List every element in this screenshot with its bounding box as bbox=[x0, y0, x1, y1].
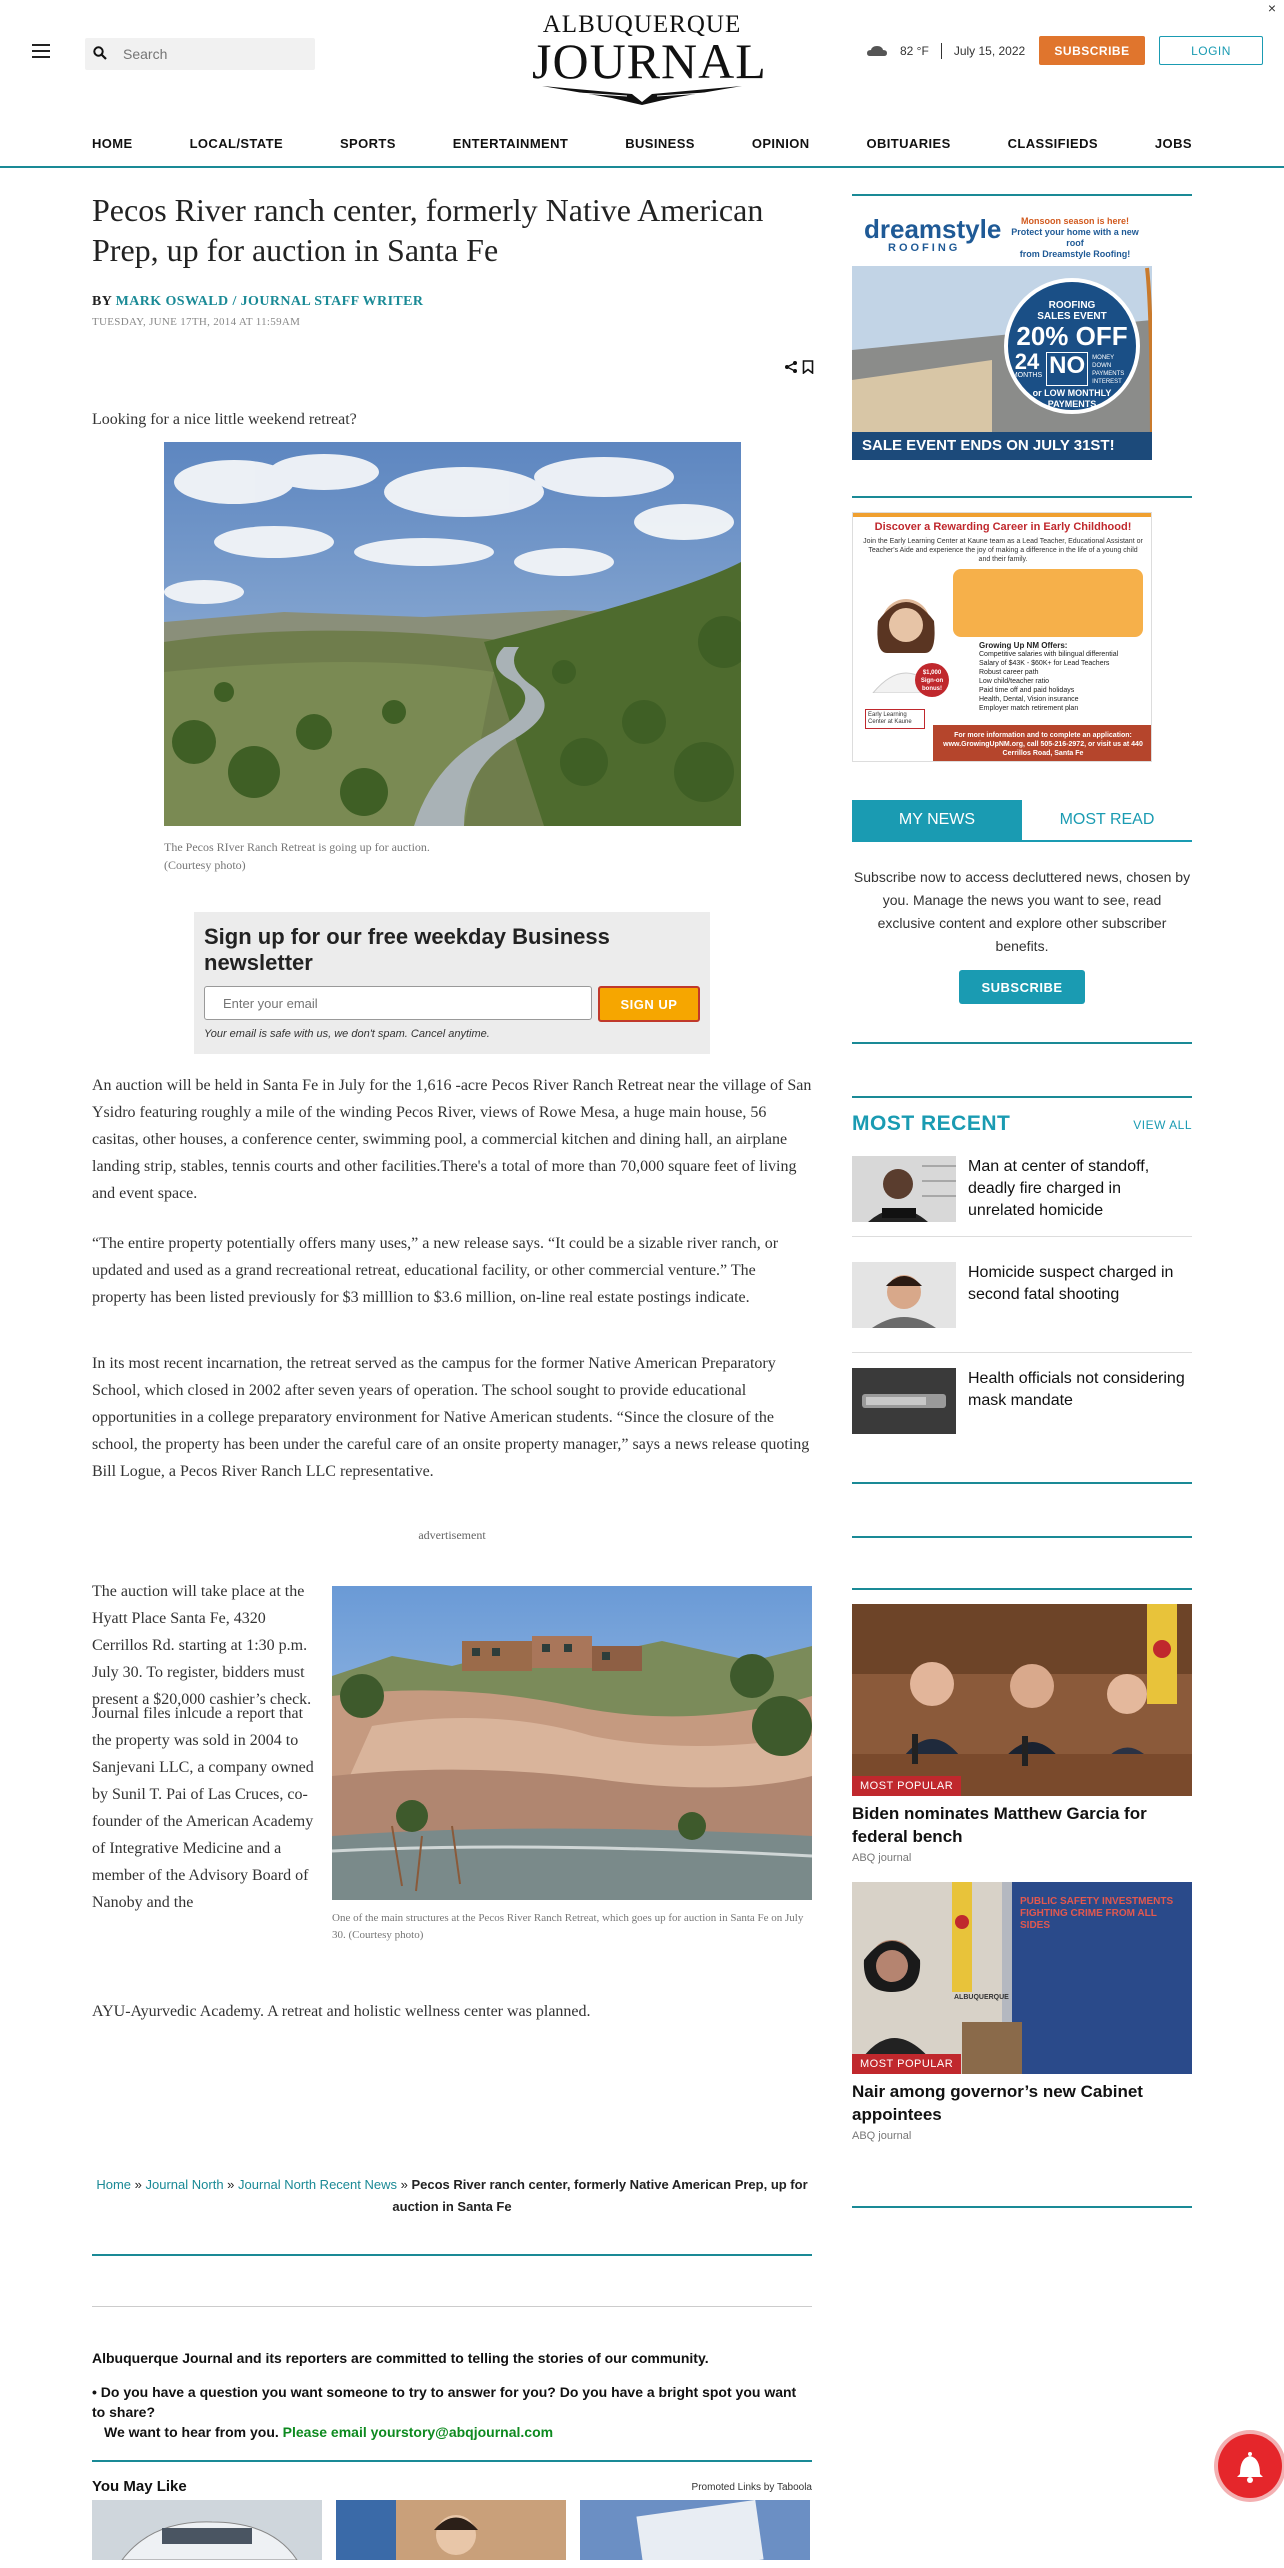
breadcrumb-separator: » bbox=[397, 2177, 412, 2192]
ad2-subtitle: Join the Early Learning Center at Kaune team as a Lead Teacher, Educational Assistant or Teacher's Aide and experience the joy of making a difference in the life of a young child and their family. bbox=[863, 538, 1143, 563]
discount-value: 20% OFF bbox=[1016, 321, 1128, 351]
logo-line-2: JOURNAL bbox=[532, 33, 767, 89]
site-header bbox=[0, 0, 1284, 168]
recent-item-title[interactable]: Health officials not considering mask mandate bbox=[968, 1370, 1185, 1409]
article-paragraph-5-end: AYU-Ayurvedic Academy. A retreat and holistic wellness center was planned. bbox=[92, 2003, 591, 2020]
nav-business[interactable]: BUSINESS bbox=[625, 136, 695, 151]
article-headline: Pecos River ranch center, formerly Native American Prep, up for auction in Santa Fe bbox=[92, 192, 764, 268]
sales-event-badge bbox=[1004, 278, 1140, 414]
search-icon[interactable] bbox=[93, 46, 107, 60]
center-logo: Early Learning Center at Kaune bbox=[865, 709, 925, 729]
breadcrumb-separator: » bbox=[131, 2177, 146, 2192]
popular-source: ABQ journal bbox=[852, 1852, 912, 1864]
author-link[interactable]: MARK OSWALD / JOURNAL STAFF WRITER bbox=[115, 294, 424, 309]
article-paragraph-4: The auction will take place at the Hyatt Place Santa Fe, 4320 Cerrillos Rd. starting at 1:30 p.m. July 30. To register, bidders must present a $20,000 cashier’s check. bbox=[92, 1583, 312, 1708]
mugshot-thumbnail bbox=[852, 1156, 956, 1222]
article-paragraph-5: Journal files inlcude a report that the property was sold in 2004 to Sanjevani LLC, a company owned by Sunil T. Pai of Las Cruces, co-founder of the American Academy of Integrative Medicine and a member of the Advisory Board of Nanoby and the bbox=[92, 1705, 314, 1911]
financing-months-label: MONTHS bbox=[1011, 372, 1043, 379]
document-thumbnail bbox=[580, 2500, 810, 2560]
site-logo[interactable] bbox=[532, 11, 767, 112]
hero-image[interactable] bbox=[164, 442, 741, 826]
sidebar-divider bbox=[852, 1536, 1192, 1538]
breadcrumb-current: Pecos River ranch center, formerly Native American Prep, up for auction in Santa Fe bbox=[392, 2177, 808, 2214]
dreamstyle-tag-3: from Dreamstyle Roofing! bbox=[1019, 249, 1131, 259]
sidebar-divider bbox=[852, 496, 1192, 498]
close-icon[interactable]: × bbox=[1267, 0, 1276, 16]
offer-item: Health, Dental, Vision insurance bbox=[979, 696, 1079, 703]
main-nav bbox=[92, 136, 1192, 156]
ad2-title: Discover a Rewarding Career in Early Childhood! bbox=[874, 521, 1132, 533]
quote-bubble bbox=[953, 569, 1143, 637]
you-may-like-title: You May Like bbox=[92, 2478, 187, 2495]
dreamstyle-tag-2: Protect your home with a new roof bbox=[1011, 227, 1139, 248]
nav-opinion[interactable]: OPINION bbox=[751, 136, 810, 151]
nav-sports[interactable]: SPORTS bbox=[339, 136, 396, 151]
offer-item: Competitive salaries with bilingual differential bbox=[979, 651, 1119, 658]
email-story-link[interactable]: Please email yourstory@abqjournal.com bbox=[282, 2424, 554, 2440]
popular-card[interactable] bbox=[852, 1604, 1192, 1864]
view-all-link[interactable]: VIEW ALL bbox=[1133, 1118, 1192, 1132]
screen-headline: PUBLIC SAFETY INVESTMENTS FIGHTING CRIME FROM ALL SIDES bbox=[1020, 1896, 1174, 1931]
community-question: • Do you have a question you want someone to try to answer for you? Do you have a bright spot you want to share? bbox=[92, 2384, 797, 2420]
login-button[interactable]: LOGIN bbox=[1159, 36, 1263, 65]
promoted-thumb[interactable] bbox=[580, 2500, 810, 2560]
sidebar-divider bbox=[852, 1042, 1192, 1044]
weather-divider bbox=[941, 43, 942, 59]
breadcrumb bbox=[92, 2174, 812, 2218]
community-cta: We want to hear from you. bbox=[104, 2424, 283, 2440]
current-date: July 15, 2022 bbox=[953, 44, 1026, 58]
newsletter-title: Sign up for our free weekday Business newsletter bbox=[204, 924, 610, 975]
nav-entertainment[interactable]: ENTERTAINMENT bbox=[452, 136, 569, 151]
low-payments: or LOW MONTHLY PAYMENTS bbox=[1032, 388, 1112, 409]
subscribe-button[interactable]: SUBSCRIBE bbox=[1039, 36, 1145, 65]
community-callout bbox=[92, 2348, 812, 2442]
sale-ends-banner: SALE EVENT ENDS ON JULY 31ST! bbox=[852, 432, 1152, 460]
popular-title[interactable]: Nair among governor’s new Cabinet appointees bbox=[852, 2082, 1143, 2124]
article-photo-2[interactable] bbox=[332, 1586, 812, 1900]
recent-item[interactable] bbox=[852, 1368, 1192, 1434]
popular-card[interactable] bbox=[852, 1882, 1192, 2142]
offers-list bbox=[979, 641, 1149, 713]
sign-on-bonus-badge: $1,000 Sign-on bonus! bbox=[915, 663, 949, 697]
newsletter-signup-button[interactable]: SIGN UP bbox=[598, 986, 700, 1022]
promoted-thumb[interactable] bbox=[336, 2500, 566, 2560]
offer-item: Low child/teacher ratio bbox=[979, 678, 1050, 685]
newsletter-signup bbox=[194, 912, 710, 1054]
advertisement-label: advertisement bbox=[418, 1528, 486, 1542]
offer-item: Paid time off and paid holidays bbox=[979, 687, 1075, 694]
application-info: For more information and to complete an application: www.GrowingUpNM.org, call 505-216-2972, or visit us at 440 Cerrillos Road, Santa Fe bbox=[933, 725, 1152, 762]
offer-item: Employer match retirement plan bbox=[979, 705, 1079, 712]
article-date: TUESDAY, JUNE 17TH, 2014 AT 11:59AM bbox=[92, 316, 301, 328]
taboola-promo[interactable]: Promoted Links by Taboola bbox=[691, 2482, 812, 2493]
article-lead: Looking for a nice little weekend retreat? bbox=[92, 411, 357, 428]
popular-source: ABQ journal bbox=[852, 2130, 912, 2142]
podium-label: ALBUQUERQUE bbox=[954, 1994, 1009, 2001]
cloudy-weather-icon bbox=[866, 44, 888, 58]
article bbox=[92, 190, 812, 2495]
byline-prefix: BY bbox=[92, 294, 116, 309]
sidebar-divider bbox=[852, 2206, 1192, 2208]
no-label: NO bbox=[1046, 352, 1088, 386]
river-landscape-image bbox=[164, 442, 741, 826]
early-learning-ad[interactable] bbox=[852, 512, 1152, 762]
byline bbox=[92, 294, 812, 310]
newsletter-email-input[interactable] bbox=[204, 986, 592, 1020]
promoted-thumb[interactable] bbox=[92, 2500, 322, 2560]
photo2-caption: One of the main structures at the Pecos River Ranch Retreat, which goes up for auction in Santa Fe on July 30. (Courtesy photo) bbox=[332, 1912, 804, 1941]
person-thumbnail bbox=[336, 2500, 566, 2560]
nav-classifieds[interactable]: CLASSIFIEDS bbox=[1007, 136, 1098, 151]
tab-most-read[interactable]: MOST READ bbox=[1022, 800, 1192, 840]
newsletter-note: Your email is safe with us, we don't spam. Cancel anytime. bbox=[204, 1028, 490, 1040]
community-statement: Albuquerque Journal and its reporters are committed to telling the stories of our community. bbox=[92, 2350, 709, 2366]
nav-obituaries[interactable]: OBITUARIES bbox=[866, 136, 951, 151]
breadcrumb-home[interactable]: Home bbox=[96, 2177, 132, 2192]
syringe-thumbnail bbox=[852, 1368, 956, 1434]
notification-bell-button[interactable] bbox=[1218, 2434, 1282, 2498]
dreamstyle-ad[interactable] bbox=[852, 210, 1152, 460]
suspect-thumbnail bbox=[852, 1262, 956, 1328]
hearing-panel-image bbox=[852, 1604, 1192, 1796]
offer-item: Salary of $43K - $60K+ for Lead Teachers bbox=[979, 660, 1110, 667]
divider bbox=[92, 2306, 812, 2307]
breadcrumb-journal-north[interactable]: Journal North bbox=[145, 2177, 224, 2192]
hero-caption-text: The Pecos RIver Ranch Retreat is going up for auction. bbox=[164, 840, 430, 854]
hero-caption-credit: (Courtesy photo) bbox=[164, 858, 246, 872]
sidebar-divider bbox=[852, 1096, 1192, 1098]
you-may-like bbox=[92, 2478, 812, 2495]
financing-months: 24 bbox=[1014, 349, 1040, 374]
sidebar-divider bbox=[852, 1482, 1192, 1484]
nav-jobs[interactable]: JOBS bbox=[1154, 136, 1192, 151]
breadcrumb-separator: » bbox=[223, 2177, 239, 2192]
breadcrumb-journal-north-recent[interactable]: Journal North Recent News bbox=[238, 2177, 397, 2192]
search-bar[interactable] bbox=[85, 38, 315, 70]
dreamstyle-tagline bbox=[1002, 216, 1148, 260]
offer-item: Robust career path bbox=[979, 669, 1039, 676]
most-recent-title: MOST RECENT bbox=[852, 1112, 1011, 1135]
bell-icon bbox=[1218, 2434, 1282, 2498]
search-input[interactable] bbox=[123, 44, 303, 64]
weather-widget bbox=[866, 42, 1025, 60]
dreamstyle-brand: dreamstyle bbox=[864, 214, 1002, 244]
nav-home[interactable]: HOME bbox=[92, 136, 133, 151]
nav-local-state[interactable]: LOCAL/STATE bbox=[189, 136, 284, 151]
recent-divider bbox=[852, 1352, 1192, 1353]
ad-top-stripe bbox=[853, 513, 1152, 517]
offers-title: Growing Up NM Offers: bbox=[979, 641, 1068, 650]
recent-divider bbox=[852, 1236, 1192, 1237]
sidebar-divider bbox=[852, 194, 1192, 196]
most-popular-badge: MOST POPULAR bbox=[852, 1776, 961, 1796]
article-paragraph-1: An auction will be held in Santa Fe in July for the 1,616 -acre Pecos River Ranch Retreat near the village of San Ysidro featuring roughly a mile of the winding Pecos River, views of Rowe Mesa, a huge main house, 56 casitas, other houses, a conference center, swimming pool, a commercial kitchen and dining hall, an airplane landing strip, stables, tennis courts and other facilities.There's a total of more than 70,000 square feet of living and event space. bbox=[92, 1077, 812, 1202]
sidebar-subscribe-button[interactable]: SUBSCRIBE bbox=[959, 970, 1085, 1004]
dreamstyle-tag-1: Monsoon season is here! bbox=[1020, 216, 1130, 226]
dreamstyle-logo bbox=[864, 216, 1001, 254]
subscribe-pitch: Subscribe now to access decluttered news, chosen by you. Manage the news you want to see, read exclusive content and explore other subscriber benefits. bbox=[853, 869, 1191, 954]
popular-title[interactable]: Biden nominates Matthew Garcia for federal bench bbox=[852, 1804, 1147, 1846]
bookmark-icon[interactable] bbox=[802, 360, 814, 374]
share-tools bbox=[784, 360, 814, 374]
sales-event-label: ROOFING SALES EVENT bbox=[1037, 300, 1107, 322]
car-thumbnail bbox=[92, 2500, 322, 2560]
share-icon[interactable] bbox=[784, 360, 798, 374]
recent-item-title[interactable]: Man at center of standoff, deadly fire charged in unrelated homicide bbox=[968, 1158, 1150, 1219]
recent-item-title[interactable]: Homicide suspect charged in second fatal shooting bbox=[968, 1264, 1174, 1303]
menu-icon[interactable] bbox=[32, 44, 50, 58]
ranch-building-image bbox=[332, 1586, 812, 1900]
dreamstyle-brand-sub: ROOFING bbox=[888, 242, 961, 254]
article-paragraph-2: “The entire property potentially offers many uses,” a new release says. “It could be a sizable river ranch, or updated and used as a grand recreational retreat, educational facility, or other commercial venture.” The property has been listed previously for $3 milllion to $3.6 million, on-line real estate postings indicate. bbox=[92, 1235, 779, 1306]
no-terms: MONEY DOWN PAYMENTS INTEREST bbox=[1092, 355, 1125, 385]
most-popular-badge: MOST POPULAR bbox=[852, 2054, 961, 2074]
article-paragraph-3: In its most recent incarnation, the retreat served as the campus for the former Native American Preparatory School, which closed in 2002 after seven years of operation. The school sought to provide educational opportunities in a college preparatory environment for Native American students. “Since the closure of the school, the property has been under the careful care of an onsite property manager,” says a news release quoting Bill Logue, a Pecos River Ranch LLC representative. bbox=[92, 1355, 810, 1480]
news-tabs bbox=[852, 800, 1192, 842]
tab-my-news[interactable]: MY NEWS bbox=[852, 800, 1022, 840]
divider bbox=[92, 2460, 812, 2462]
recent-item[interactable] bbox=[852, 1156, 1192, 1222]
logo-line-1: ALBUQUERQUE bbox=[542, 11, 742, 38]
sidebar-divider bbox=[852, 1588, 1192, 1590]
hero-caption bbox=[164, 838, 430, 874]
divider bbox=[92, 2254, 812, 2256]
recent-item[interactable] bbox=[852, 1262, 1192, 1328]
temperature: 82 °F bbox=[900, 44, 929, 58]
